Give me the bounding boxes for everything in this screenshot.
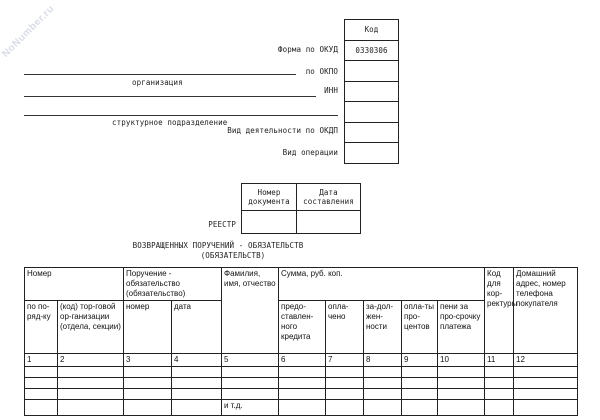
watermark-text: NoNumber.ru [0,3,57,60]
inn-label: ИНН [324,86,338,95]
subheader-order-number: номер [124,301,172,354]
doc-date-header: Дата составления [297,184,361,211]
okud-value[interactable]: 0330306 [345,40,399,61]
registry-title-line1: ВОЗВРАЩЕННЫХ ПОРУЧЕНИЙ - ОБЯЗАТЕЛЬСТВ [132,241,304,250]
organization-caption: организация [132,78,183,87]
subheader-credit: предо-ставлен-ного кредита [279,301,326,354]
structural-unit-line [24,115,338,116]
inn-value[interactable] [345,81,399,102]
registry-table [24,267,578,416]
group-address-header: Домашний адрес, номер телефона покупателя [514,268,578,354]
subheader-order-date: дата [172,301,222,354]
col-number-10: 10 [438,354,485,367]
col-number-4: 4 [172,354,222,367]
operation-type-value[interactable] [345,143,399,164]
col-number-8: 8 [364,354,402,367]
doc-date-value[interactable] [297,211,361,234]
group-order-header: Поручение - обязательство (обязательство) [124,268,222,301]
doc-number-header: Номер документа [242,184,297,211]
table-row[interactable] [25,400,578,416]
okpo-label: по ОКПО [305,67,338,76]
organization-line-2 [24,96,316,97]
subheader-interest-paid: опла-ты про-центов [402,301,438,354]
registry-title-line2: (ОБЯЗАТЕЛЬСТВ) [200,251,266,260]
group-corr-header: Код для кор-ректуры [485,268,514,354]
operation-type-label: Вид операции [282,148,338,157]
code-header: Код [345,20,399,41]
organization-line [24,74,296,75]
subheader-paid: опла-чено [326,301,364,354]
group-sum-header: Сумма, руб. коп. [279,268,485,301]
okpo-value[interactable] [345,61,399,82]
okdp-value[interactable] [345,122,399,143]
table-row[interactable] [25,378,578,389]
subheader-dept: (код) тор-говой ор-ганизации (отдела, секции) [58,301,124,354]
col-number-5: 5 [222,354,279,367]
table-row[interactable] [25,389,578,400]
code-table [344,19,399,164]
col-number-3: 3 [124,354,172,367]
col-number-7: 7 [326,354,364,367]
col-number-1: 1 [25,354,58,367]
registry-label: РЕЕСТР [208,220,236,229]
empty-code-value[interactable] [345,102,399,123]
col-number-11: 11 [485,354,514,367]
subheader-seq: по по-ряд-ку [25,301,58,354]
structural-unit-caption: структурное подразделение [112,118,228,127]
table-row[interactable] [25,367,578,378]
col-number-2: 2 [58,354,124,367]
okud-label: Форма по ОКУД [278,45,338,54]
doc-number-value[interactable] [242,211,297,234]
subheader-penalty: пени за про-срочку платежа [438,301,485,354]
document-header-table [241,183,361,234]
subheader-debt: за-дол-жен-ности [364,301,402,354]
col-number-9: 9 [402,354,438,367]
col-number-12: 12 [514,354,578,367]
group-number-header: Номер [25,268,124,301]
etc-text: и т.д. [222,400,279,416]
col-number-6: 6 [279,354,326,367]
group-name-header: Фамилия, имя, отчество [222,268,279,354]
okdp-label: Вид деятельности по ОКДП [227,126,338,135]
